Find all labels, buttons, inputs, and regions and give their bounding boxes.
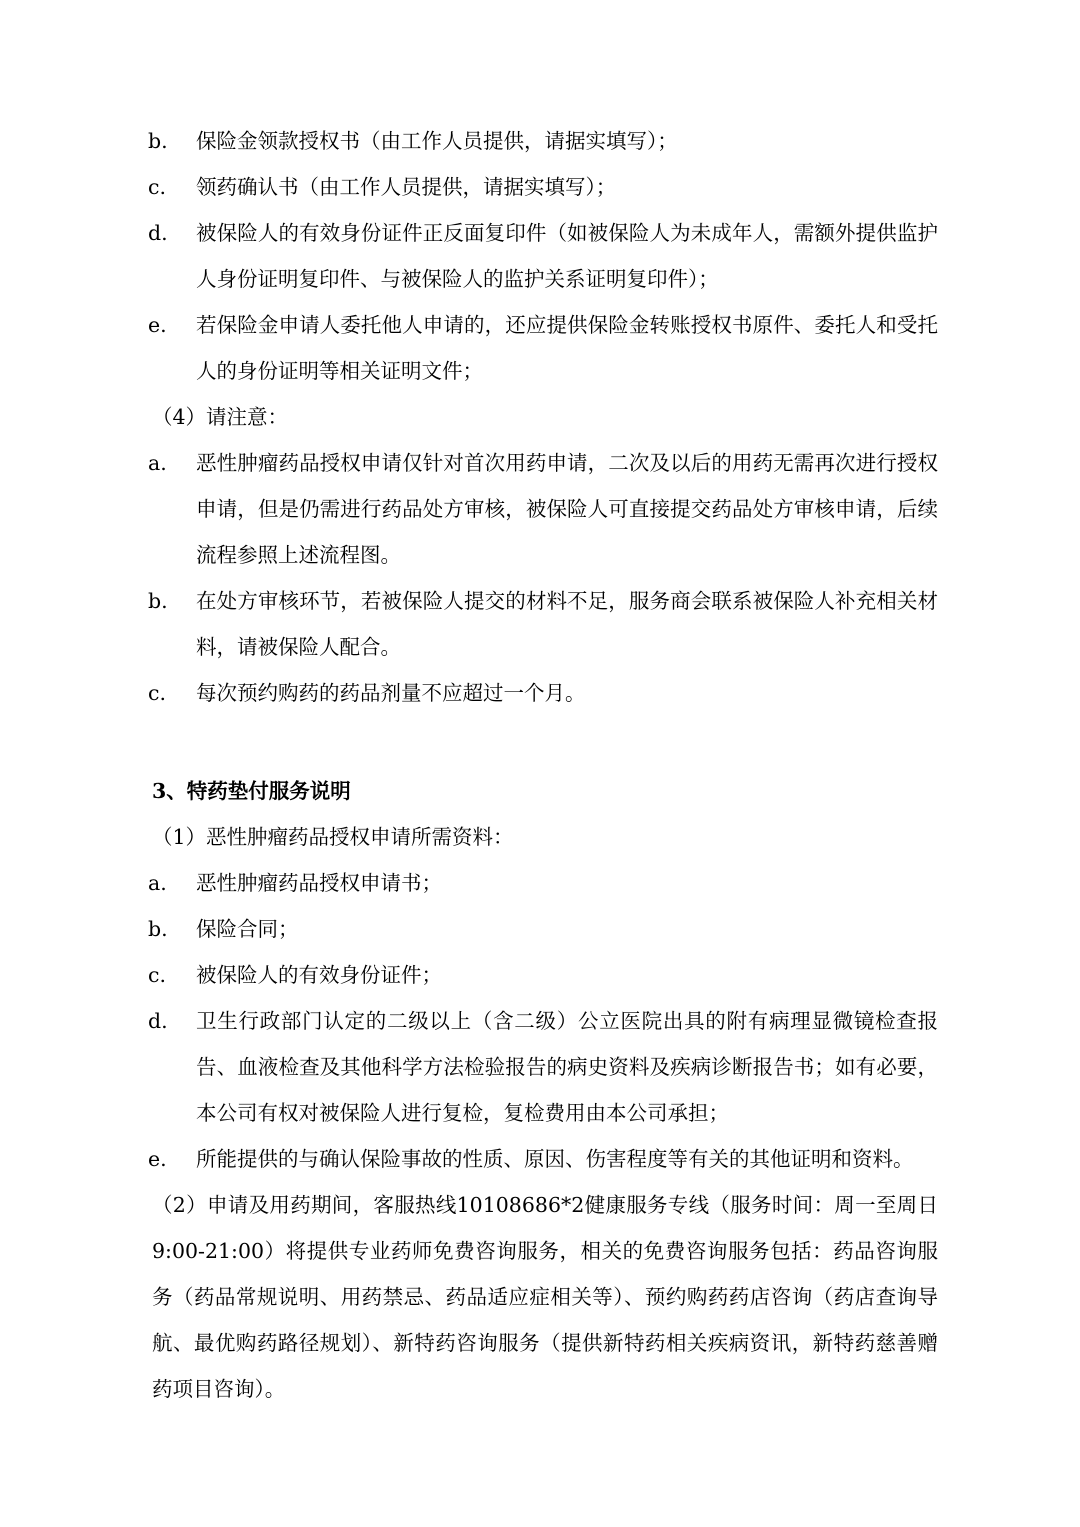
list-marker: d. (148, 1009, 168, 1033)
list-item-text: 保险金领款授权书（由工作人员提供，请据实填写）； (196, 129, 678, 153)
list-item-text: 每次预约购药的药品剂量不应超过一个月。 (196, 681, 586, 705)
list-item (148, 118, 938, 164)
list-item (148, 1136, 938, 1182)
list-marker: a. (148, 871, 167, 895)
list-item (148, 210, 938, 302)
list-item-text: 所能提供的与确认保险事故的性质、原因、伤害程度等有关的其他证明和资料。 (196, 1147, 914, 1171)
list-item (148, 302, 938, 394)
list-marker: d. (148, 221, 168, 245)
list-marker: e. (148, 313, 167, 337)
document-content (148, 118, 938, 1412)
list-marker: c. (148, 963, 166, 987)
section-spacer (148, 716, 938, 768)
list-item (148, 952, 938, 998)
list-item (148, 164, 938, 210)
list-item (148, 860, 938, 906)
list-item-text: 被保险人的有效身份证件； (196, 963, 442, 987)
list-item (148, 440, 938, 578)
list-marker: b. (148, 589, 168, 613)
list-item (148, 578, 938, 670)
body-paragraph: （2）申请及用药期间，客服热线10108686*2健康服务专线（服务时间：周一至周日9:00-21:00）将提供专业药师免费咨询服务，相关的免费咨询服务包括：药品咨询服务（药品常规说明、用药禁忌、药品适应症相关等）、预约购药药店咨询（药店查询导航、最优购药路径规划）、新特药咨询服务（提供新特药相关疾病资讯，新特药慈善赠药项目咨询）。 (152, 1193, 938, 1401)
list-item (148, 670, 938, 716)
list-item-text: 若保险金申请人委托他人申请的，还应提供保险金转账授权书原件、委托人和受托人的身份证明等相关证明文件； (196, 313, 938, 383)
numbered-paragraph: （4）请注意： (152, 405, 289, 429)
list-marker: a. (148, 451, 167, 475)
list-marker: b. (148, 129, 168, 153)
list-marker: c. (148, 175, 166, 199)
numbered-paragraph: （1）恶性肿瘤药品授权申请所需资料： (152, 825, 514, 849)
list-marker: c. (148, 681, 166, 705)
list-item-text: 恶性肿瘤药品授权申请书； (196, 871, 442, 895)
list-marker: b. (148, 917, 168, 941)
list-item-text: 被保险人的有效身份证件正反面复印件（如被保险人为未成年人，需额外提供监护人身份证明复印件、与被保险人的监护关系证明复印件）； (196, 221, 938, 291)
list-item-text: 恶性肿瘤药品授权申请仅针对首次用药申请，二次及以后的用药无需再次进行授权申请，但是仍需进行药品处方审核，被保险人可直接提交药品处方审核申请，后续流程参照上述流程图。 (196, 451, 938, 567)
list-item-text: 卫生行政部门认定的二级以上（含二级）公立医院出具的附有病理显微镜检查报告、血液检查及其他科学方法检验报告的病史资料及疾病诊断报告书；如有必要，本公司有权对被保险人进行复检，复检费用由本公司承担； (196, 1009, 938, 1125)
list-item-text: 保险合同； (196, 917, 299, 941)
list-item-text: 领药确认书（由工作人员提供，请据实填写）； (196, 175, 617, 199)
list-item-text: 在处方审核环节，若被保险人提交的材料不足，服务商会联系被保险人补充相关材料，请被保险人配合。 (196, 589, 938, 659)
list-item (148, 906, 938, 952)
list-marker: e. (148, 1147, 167, 1171)
list-item (148, 998, 938, 1136)
section-heading: 3、特药垫付服务说明 (152, 779, 351, 803)
